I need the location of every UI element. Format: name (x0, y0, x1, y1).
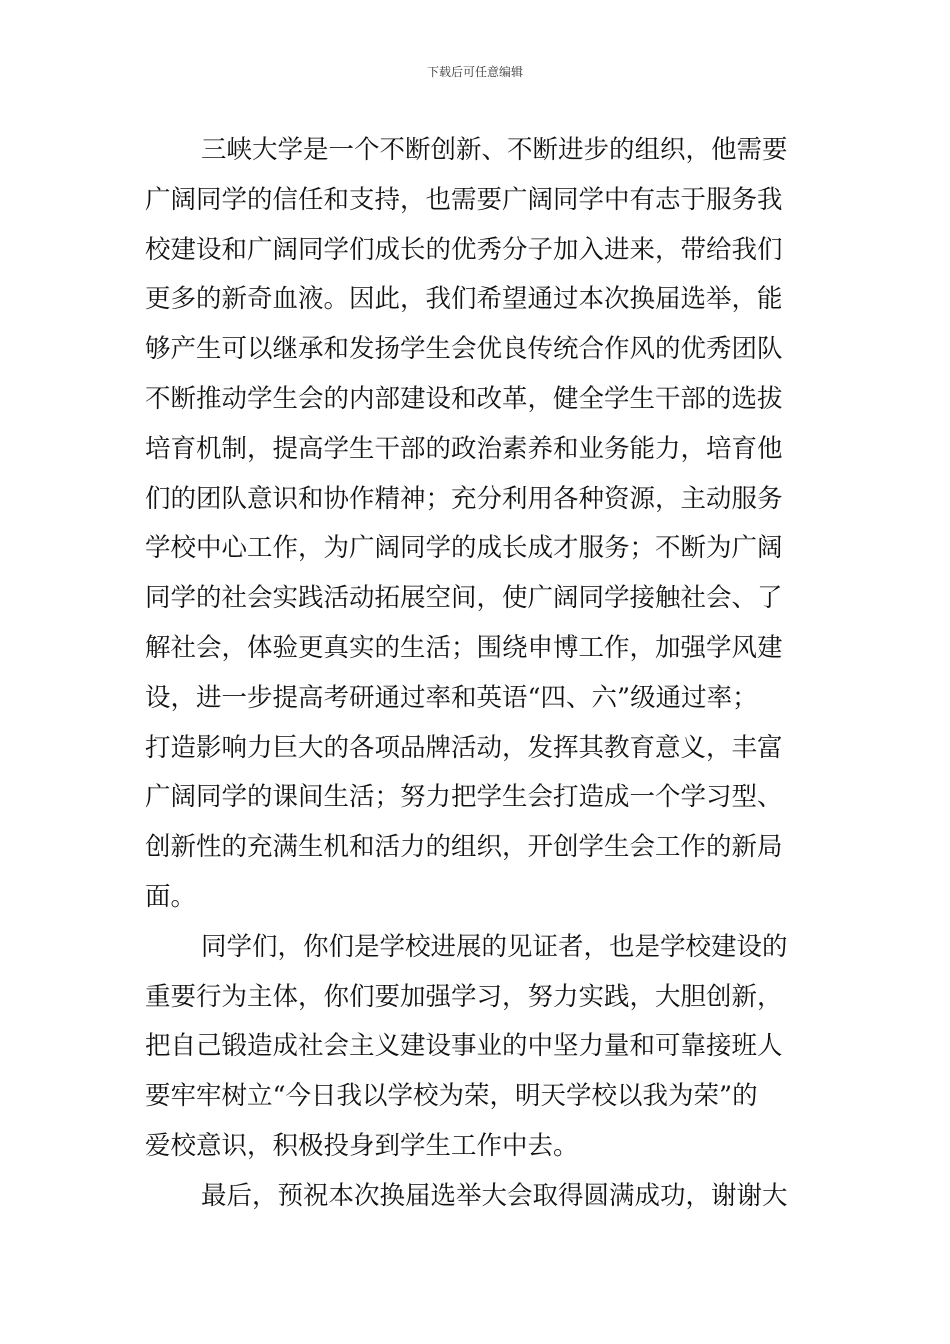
text-line: 广阔同学的信任和支持，也需要广阔同学中有志于服务我 (145, 184, 783, 215)
text-line: 们的团队意识和协作精神；充分利用各种资源，主动服务 (145, 483, 783, 514)
text-line: 面。 (145, 881, 197, 912)
text-line: 同学们，你们是学校进展的见证者，也是学校建设的 (201, 931, 788, 962)
text-line: 爱校意识，积极投身到学生工作中去。 (145, 1130, 579, 1161)
text-line: 不断推动学生会的内部建设和改革，健全学生干部的选拔 (145, 383, 783, 414)
text-line: 解社会，体验更真实的生活；围绕申博工作，加强学风建 (145, 632, 783, 663)
text-line: 要牢牢树立“今日我以学校为荣，明天学校以我为荣”的 (145, 1081, 758, 1112)
text-line: 更多的新奇血液。因此，我们希望通过本次换届选举，能 (145, 284, 783, 315)
text-line: 培育机制，提高学生干部的政治素养和业务能力，培育他 (145, 433, 783, 464)
text-line: 创新性的充满生机和活力的组织，开创学生会工作的新局 (145, 832, 783, 863)
text-line: 打造影响力巨大的各项品牌活动，发挥其教育意义，丰富 (145, 732, 783, 763)
text-line: 校建设和广阔同学们成长的优秀分子加入进来，带给我们 (145, 234, 783, 265)
text-line: 三峡大学是一个不断创新、不断进步的组织，他需要 (201, 135, 788, 165)
text-line: 够产生可以继承和发扬学生会优良传统合作风的优秀团队 (145, 334, 783, 365)
page-header: 下载后可任意编辑 (426, 65, 523, 79)
text-line: 把自己锻造成社会主义建设事业的中坚力量和可靠接班人 (145, 1031, 783, 1062)
text-line: 广阔同学的课间生活；努力把学生会打造成一个学习型、 (145, 782, 783, 813)
text-line: 最后，预祝本次换届选举大会取得圆满成功，谢谢大 (201, 1180, 788, 1211)
text-line: 设，进一步提高考研通过率和英语“四、六”级通过率； (145, 682, 758, 713)
text-line: 学校中心工作，为广阔同学的成长成才服务；不断为广阔 (145, 533, 783, 564)
document-body (145, 126, 809, 1222)
text-line: 重要行为主体，你们要加强学习，努力实践，大胆创新， (145, 981, 783, 1012)
text-line: 同学的社会实践活动拓展空间，使广阔同学接触社会、了 (145, 583, 783, 614)
